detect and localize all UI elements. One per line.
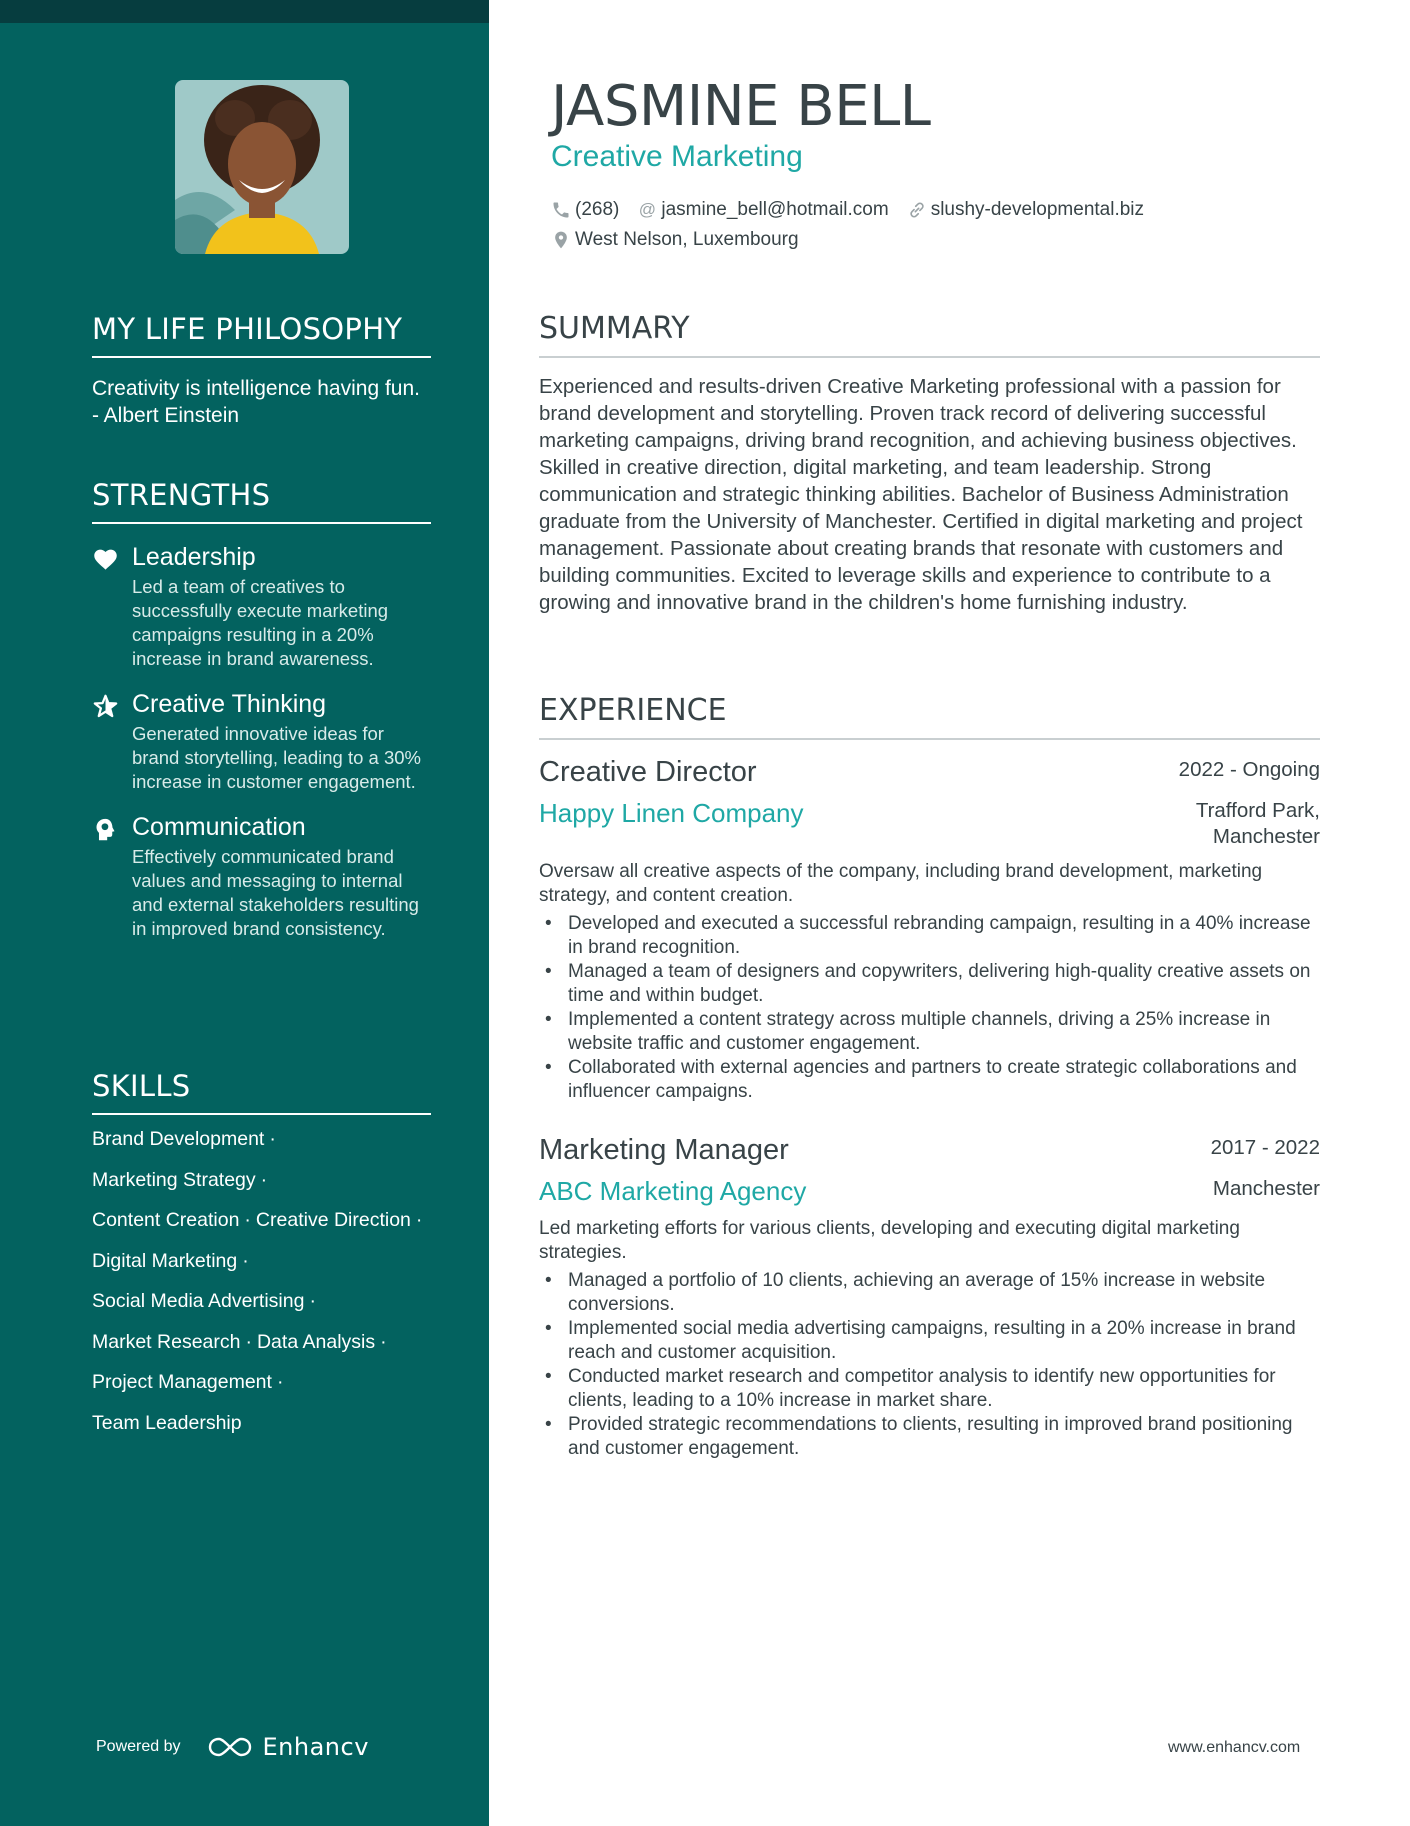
- skills-section: [92, 1069, 452, 1451]
- skill-item: Content Creation: [92, 1209, 240, 1231]
- candidate-name: JASMINE BELL: [551, 74, 931, 139]
- job-description: Led marketing efforts for various clients, developing and executing digital marketing strategies.: [539, 1218, 1240, 1263]
- skill-row: [92, 1289, 452, 1330]
- skill-item: Project Management: [92, 1371, 272, 1393]
- star-icon: [92, 693, 119, 720]
- candidate-role: Creative Marketing: [551, 140, 803, 173]
- job-title: Creative Director: [539, 756, 757, 788]
- skill-separator: ·: [242, 1249, 249, 1272]
- skill-item: Market Research: [92, 1330, 241, 1353]
- skill-item: Social Media Advertising: [92, 1290, 305, 1312]
- job-description: Oversaw all creative aspects of the company, including brand development, marketing strategy, and content creation.: [539, 861, 1263, 906]
- enhancv-brand[interactable]: [207, 1733, 369, 1761]
- powered-by: [96, 1733, 369, 1761]
- job-title: Marketing Manager: [539, 1134, 789, 1166]
- philosophy-section: [92, 312, 431, 429]
- job-entry: [539, 1134, 1320, 1461]
- skill-separator: ·: [415, 1209, 423, 1231]
- job-bullet: • Conducted market research and competitor analysis to identify new opportunities for clients, leading to a 10% increase in market share.: [539, 1365, 1320, 1413]
- summary-section: [539, 311, 1320, 616]
- sidebar: [0, 0, 489, 1826]
- contact-row: [551, 225, 1162, 255]
- skill-separator: ·: [309, 1290, 316, 1312]
- skill-row: [92, 1411, 452, 1452]
- skill-item: Brand Development: [92, 1128, 265, 1150]
- strength-item-creative-thinking: [92, 689, 431, 794]
- link-icon: [907, 200, 927, 220]
- skill-separator: ·: [260, 1168, 268, 1191]
- contact-row: [551, 195, 1162, 225]
- job-bullet: • Managed a team of designers and copywriters, delivering high-quality creative assets on time and within budget.: [539, 960, 1320, 1008]
- job-location: Manchester: [1212, 1177, 1320, 1200]
- strength-description: Effectively communicated brand values and messaging to internal and external stakeholders resulting in improved brand consistency.: [132, 846, 419, 939]
- enhancv-brand-name: Enhancv: [262, 1733, 369, 1761]
- job-bullet: • Implemented a content strategy across multiple channels, driving a 25% increase in website traffic and customer engagement.: [539, 1008, 1320, 1056]
- strengths-section: [92, 478, 431, 941]
- job-bullet: • Provided strategic recommendations to clients, resulting in improved brand positioning and customer engagement.: [539, 1413, 1320, 1461]
- skill-item: Team Leadership: [92, 1411, 242, 1434]
- profile-photo-image: [175, 80, 349, 254]
- job-location: Trafford Park, Manchester: [1195, 799, 1320, 848]
- skill-item: Data Analysis: [256, 1330, 376, 1353]
- skill-item: Marketing Strategy: [92, 1168, 256, 1191]
- skill-separator: ·: [244, 1209, 251, 1231]
- contact-phone[interactable]: [551, 199, 619, 221]
- strength-item-communication: [92, 812, 431, 941]
- skill-row: [92, 1127, 452, 1168]
- strengths-heading: STRENGTHS: [92, 478, 431, 524]
- skill-row: [92, 1168, 452, 1209]
- strength-description: Generated innovative ideas for brand storytelling, leading to a 30% increase in customer engagement.: [132, 723, 421, 792]
- job-bullets: [539, 912, 1320, 1104]
- strength-item-leadership: [92, 542, 431, 671]
- website-text: slushy-developmental.biz: [930, 199, 1145, 220]
- at-icon: @: [638, 200, 656, 219]
- phone-icon: [551, 200, 571, 220]
- philosophy-heading: MY LIFE PHILOSOPHY: [92, 312, 431, 358]
- profile-photo: [175, 80, 349, 254]
- job-bullet: • Collaborated with external agencies and partners to create strategic collaborations and influencer campaigns.: [539, 1056, 1320, 1104]
- powered-by-label: Powered by: [96, 1738, 181, 1755]
- skill-item: Digital Marketing: [92, 1249, 238, 1272]
- experience-heading: EXPERIENCE: [539, 693, 1320, 740]
- strength-title: Creative Thinking: [132, 690, 327, 718]
- strength-title: Leadership: [132, 543, 256, 571]
- skill-separator: ·: [269, 1128, 276, 1150]
- heart-icon: [92, 546, 119, 573]
- email-text: jasmine_bell@hotmail.com: [661, 199, 889, 220]
- job-bullet: • Developed and executed a successful rebranding campaign, resulting in a 40% increase in brand recognition.: [539, 912, 1320, 960]
- job-company: ABC Marketing Agency: [539, 1176, 807, 1206]
- job-dates: 2022 - Ongoing: [1178, 758, 1320, 781]
- skill-separator: ·: [380, 1330, 387, 1353]
- skill-row: [92, 1208, 452, 1249]
- main-column: [539, 0, 1320, 1826]
- skill-separator: ·: [245, 1330, 252, 1353]
- contact-info: [551, 195, 1162, 255]
- job-dates: 2017 - 2022: [1210, 1136, 1320, 1159]
- contact-location: [551, 229, 799, 251]
- job-bullets: [539, 1269, 1320, 1461]
- skill-row: [92, 1330, 452, 1371]
- contact-website[interactable]: [907, 199, 1144, 221]
- enhancv-logo-icon: [207, 1735, 253, 1759]
- job-company: Happy Linen Company: [539, 798, 804, 828]
- summary-heading: SUMMARY: [539, 311, 1320, 358]
- location-pin-icon: [551, 230, 571, 250]
- location-text: West Nelson, Luxembourg: [575, 229, 799, 250]
- job-bullet: • Managed a portfolio of 10 clients, achieving an average of 15% increase in website conversions.: [539, 1269, 1320, 1317]
- strength-title: Communication: [132, 813, 306, 841]
- strength-description: Led a team of creatives to successfully execute marketing campaigns resulting in a 20% increase in brand awareness.: [132, 576, 389, 669]
- head-icon: [92, 816, 119, 843]
- skill-row: [92, 1249, 452, 1290]
- phone-text: (268): [575, 199, 620, 220]
- philosophy-quote: Creativity is intelligence having fun. - Albert Einstein: [92, 377, 421, 427]
- footer-url[interactable]: www.enhancv.com: [1168, 1739, 1301, 1756]
- skill-separator: ·: [276, 1371, 284, 1393]
- contact-email[interactable]: [637, 199, 888, 221]
- skill-row: [92, 1370, 452, 1411]
- sidebar-top-band: [0, 0, 489, 23]
- experience-section: [539, 693, 1320, 1461]
- job-bullet: • Implemented social media advertising campaigns, resulting in a 20% increase in brand reach and customer acquisition.: [539, 1317, 1320, 1365]
- skill-item: Creative Direction: [255, 1209, 411, 1231]
- job-entry: [539, 756, 1320, 1104]
- skills-list: [92, 1127, 452, 1451]
- summary-text: Experienced and results-driven Creative Marketing professional with a passion for brand development and storytelling. Proven track record of delivering successful marketing campaigns, driving brand recognition, and achieving business objectives. Skilled in creative direction, digital marketing, and team leadership. Strong communication and strategic thinking abilities. Bachelor of Business Administration graduate from the University of Manchester. Certified in digital marketing and project management. Passionate about creating brands that resonate with customers and building communities. Excited to leverage skills and experience to contribute to a growing and innovative brand in the children's home furnishing industry.: [539, 375, 1303, 614]
- skills-heading: SKILLS: [92, 1069, 431, 1115]
